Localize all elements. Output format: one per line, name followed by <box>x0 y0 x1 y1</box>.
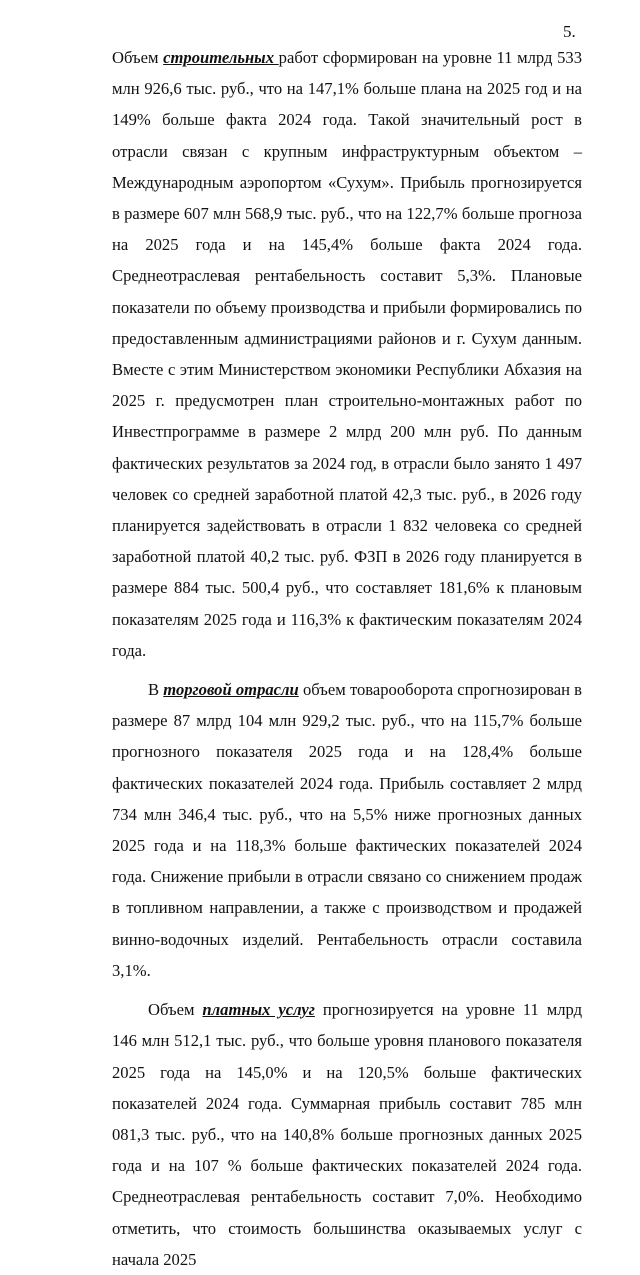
paragraph-lead: Объем <box>112 48 164 67</box>
emphasis-paid-services: платных услуг <box>202 1000 315 1020</box>
paragraph-construction <box>112 42 582 666</box>
paragraph-body: объем товарооборота спрогнозирован в размере 87 млрд 104 млн 929,2 тыс. руб., что на 115,7% больше прогнозного показателя 2025 года и на 128,4% больше фактических показателей 2024 года. Прибыль составляет 2 млрд 734 млн 346,4 тыс. руб., что на 5,5% ниже прогнозных данных 2025 года и на 118,3% больше фактических показателей 2024 года. Снижение прибыли в отрасли связано со снижением продаж в топливном направлении, а также с производством и продажей винно-водочных изделий. Рентабельность отрасли составила 3,1%. <box>112 680 583 980</box>
paragraph-paid-services <box>112 994 582 1275</box>
document-body <box>112 42 582 1275</box>
paragraph-lead: В <box>148 680 164 700</box>
page-number: 5. <box>563 22 576 41</box>
emphasis-trade: торговой отрасли <box>163 680 299 700</box>
paragraph-body: работ сформирован на уровне 11 млрд 533 млн 926,6 тыс. руб., что на 147,1% больше плана на 2025 год и на 149% больше факта 2024 года. Такой значительный рост в отрасли связан с крупным инфраструктурным объектом – Международным аэропортом «Сухум». Прибыль прогнозируется в размере 607 млн 568,9 тыс. руб., что на 122,7% больше прогноза на 2025 года и на 145,4% больше факта 2024 года. Среднеотраслевая рентабельность составит 5,3%. Плановые показатели по объему производства и прибыли формировались по предоставленным администрациями районов и г. Сухум данным. Вместе с этим Министерством экономики Республики Абхазия на 2025 г. предусмотрен план строительно-монтажных работ по Инвестпрограмме в размере 2 млрд 200 млн руб. По данным фактических результатов за 2024 год, в отрасли было занято 1 497 человек со средней заработной платой 42,3 тыс. руб., в 2026 году планируется задействовать в отрасли 1 832 человека со средней заработной платой 40,2 тыс. руб. ФЗП в 2026 году планируется в размере 884 тыс. 500,4 руб., что составляет 181,6% к плановым показателям 2025 года и 116,3% к фактическим показателям 2024 года. <box>112 48 582 660</box>
paragraph-trade <box>112 674 582 986</box>
emphasis-construction: строительных <box>163 48 279 67</box>
paragraph-body: прогнозируется на уровне 11 млрд 146 млн 512,1 тыс. руб., что больше уровня планового показателя 2025 года на 145,0% и на 120,5% больше фактических показателей 2024 года. Суммарная прибыль составит 785 млн 081,3 тыс. руб., что на 140,8% больше прогнозных данных 2025 года и на 107 % больше фактических показателей 2024 года. Среднеотраслевая рентабельность составит 7,0%. Необходимо отметить, что стоимость большинства оказываемых услуг с начала 2025 <box>112 1000 583 1269</box>
paragraph-lead: Объем <box>148 1000 203 1020</box>
